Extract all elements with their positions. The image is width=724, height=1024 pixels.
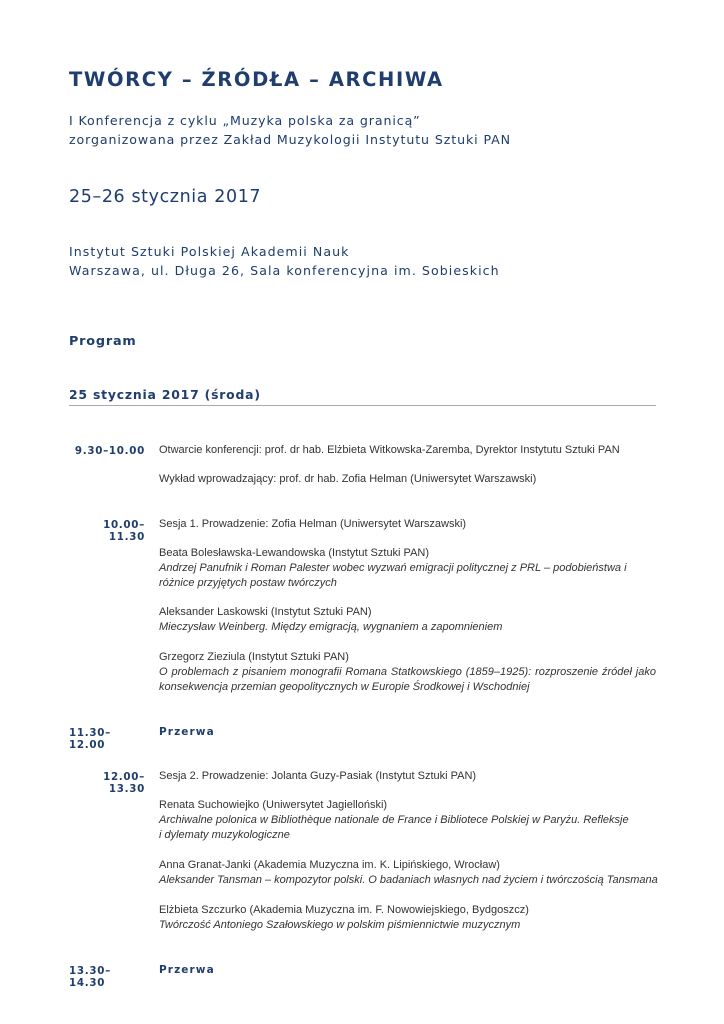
time-slot: 13.30–14.30 xyxy=(69,965,111,989)
talk-title: Aleksander Tansman – kompozytor polski. O badaniach własnych nad życiem i twórczością Tansmana xyxy=(159,874,658,886)
venue-address: Warszawa, ul. Długa 26, Sala konferencyjna im. Sobieskich xyxy=(69,263,500,278)
organizer-line: zorganizowana przez Zakład Muzykologii Instytutu Sztuki PAN xyxy=(69,132,511,147)
break-label: Przerwa xyxy=(159,964,215,976)
time-slot: 10.00–11.30 xyxy=(103,519,145,543)
talk-title: Twórczość Antoniego Szałowskiego w polskim piśmiennictwie muzycznym xyxy=(159,919,521,931)
session-line: Sesja 1. Prowadzenie: Zofia Helman (Uniwersytet Warszawski) xyxy=(159,518,467,530)
talk-title: O problemach z pisaniem monografii Romana Statkowskiego (1859–1925): rozproszenie źródeł jako konsekwencja przemian geopolitycznych w Europie Środkowej i Wschodniej xyxy=(159,666,656,693)
day-heading: 25 stycznia 2017 (środa) xyxy=(69,387,261,402)
venue-institution: Instytut Sztuki Polskiej Akademii Nauk xyxy=(69,244,350,259)
program-heading: Program xyxy=(69,334,137,349)
talk-speaker: Aleksander Laskowski (Instytut Sztuki PAN) xyxy=(159,606,372,618)
conference-dates: 25–26 stycznia 2017 xyxy=(69,187,262,207)
conference-series-line: I Konferencja z cyklu „Muzyka polska za granicą” xyxy=(69,113,421,128)
talk-speaker: Beata Bolesławska-Lewandowska (Instytut Sztuki PAN) xyxy=(159,547,430,559)
talk-speaker: Anna Granat-Janki (Akademia Muzyczna im. K. Lipińskiego, Wrocław) xyxy=(159,859,500,871)
talk-speaker: Elżbieta Szczurko (Akademia Muzyczna im. F. Nowowiejskiego, Bydgoszcz) xyxy=(159,904,529,916)
session-line: Sesja 2. Prowadzenie: Jolanta Guzy-Pasiak (Instytut Sztuki PAN) xyxy=(159,770,477,782)
talk-speaker: Renata Suchowiejko (Uniwersytet Jagielloński) xyxy=(159,799,388,811)
document-title: TWÓRCY – ŹRÓDŁA – ARCHIWA xyxy=(69,68,444,91)
talk-title: Archiwalne polonica w Bibliothèque nationale de France i Bibliotece Polskiej w Paryżu. Refleksje i dylematy muzykologiczne xyxy=(159,814,629,841)
time-slot: 9.30–10.00 xyxy=(74,445,145,457)
opening-line: Otwarcie konferencji: prof. dr hab. Elżbieta Witkowska-Zaremba, Dyrektor Instytutu Sztuki PAN xyxy=(159,444,620,456)
keynote-line: Wykład wprowadzający: prof. dr hab. Zofia Helman (Uniwersytet Warszawski) xyxy=(159,473,537,485)
break-label: Przerwa xyxy=(159,726,215,738)
day-divider xyxy=(69,405,656,406)
time-slot: 12.00–13.30 xyxy=(103,771,145,795)
time-slot: 11.30–12.00 xyxy=(69,727,111,751)
talk-title: Mieczysław Weinberg. Między emigracją, wygnaniem a zapomnieniem xyxy=(159,621,503,633)
talk-speaker: Grzegorz Zieziula (Instytut Sztuki PAN) xyxy=(159,651,349,663)
talk-title: Andrzej Panufnik i Roman Palester wobec wyzwań emigracji politycznej z PRL – podobieństwa i różnice przyjętych postaw twórczych xyxy=(159,562,627,589)
